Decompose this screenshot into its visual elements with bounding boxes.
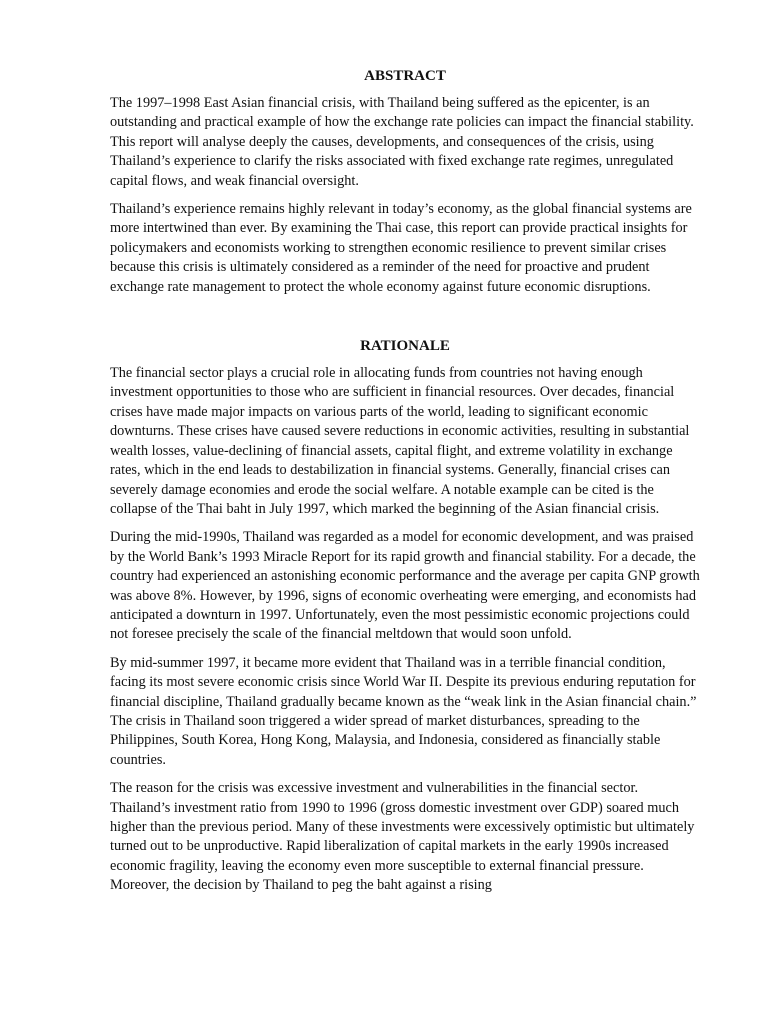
- rationale-heading: RATIONALE: [360, 338, 450, 355]
- rationale-paragraph-3: By mid-summer 1997, it became more evident that Thailand was in a terrible financial condition, facing its most severe economic crisis since World War II. Despite its previous enduring reputation for financial discipline, Thailand gradually became known as the “weak link in the Asian financial chain.” The crisis in Thailand soon triggered a wider spread of market disturbances, spreading to the Philippines, South Korea, Hong Kong, Malaysia, and Indonesia, considered as financially stable countries.: [110, 654, 697, 768]
- rationale-paragraph-2: During the mid-1990s, Thailand was regarded as a model for economic development, and was praised by the World Bank’s 1993 Miracle Report for its rapid growth and financial stability. For a decade, the country had experienced an astonishing economic performance and the average per capita GNP growth was above 8%. However, by 1996, signs of economic overheating were emerging, and economists had anticipated a downturn in 1997. Unfortunately, even the most pessimistic economic projections could not foresee precisely the scale of the financial meltdown that would soon unfold.: [110, 529, 700, 643]
- rationale-paragraph-1: The financial sector plays a crucial role in allocating funds from countries not having enough investment opportunities to those who are sufficient in financial resources. Over decades, financial crises have made major impacts on various parts of the world, leading to significant economic downturns. These crises have caused severe reductions in economic activities, resulting in substantial wealth losses, value-declining of financial assets, capital flight, and extreme volatility in exchange rates, which in the end leads to destabilization in financial systems. Generally, financial crises can severely damage economies and erode the social welfare. A notable example can be cited is the collapse of the Thai baht in July 1997, which marked the beginning of the Asian financial crisis.: [110, 365, 690, 517]
- abstract-paragraph-1: The 1997–1998 East Asian financial crisis, with Thailand being suffered as the epicenter, is an outstanding and practical example of how the exchange rate policies can impact the financial stability. This report will analyse deeply the causes, developments, and consequences of the crisis, using Thailand’s experience to clarify the risks associated with fixed exchange rate regimes, unregulated capital flows, and weak financial oversight.: [110, 95, 694, 189]
- abstract-paragraph-2: Thailand’s experience remains highly relevant in today’s economy, as the global financial systems are more intertwined than ever. By examining the Thai case, this report can provide practical insights for policymakers and economists working to strengthen economic resilience to prevent similar crises because this crisis is ultimately considered as a reminder of the need for proactive and prudent exchange rate management to protect the whole economy against future economic disruptions.: [110, 201, 692, 295]
- rationale-paragraph-4: The reason for the crisis was excessive investment and vulnerabilities in the financial sector. Thailand’s investment ratio from 1990 to 1996 (gross domestic investment over GDP) soared much higher than the previous period. Many of these investments were excessively optimistic but ultimately turned out to be unproductive. Rapid liberalization of capital markets in the early 1990s increased economic fragility, leaving the economy even more susceptible to external financial pressure. Moreover, the decision by Thailand to peg the baht against a rising: [110, 780, 695, 894]
- document-page: [110, 66, 700, 905]
- section-spacer: [110, 306, 700, 336]
- abstract-heading: ABSTRACT: [364, 68, 446, 84]
